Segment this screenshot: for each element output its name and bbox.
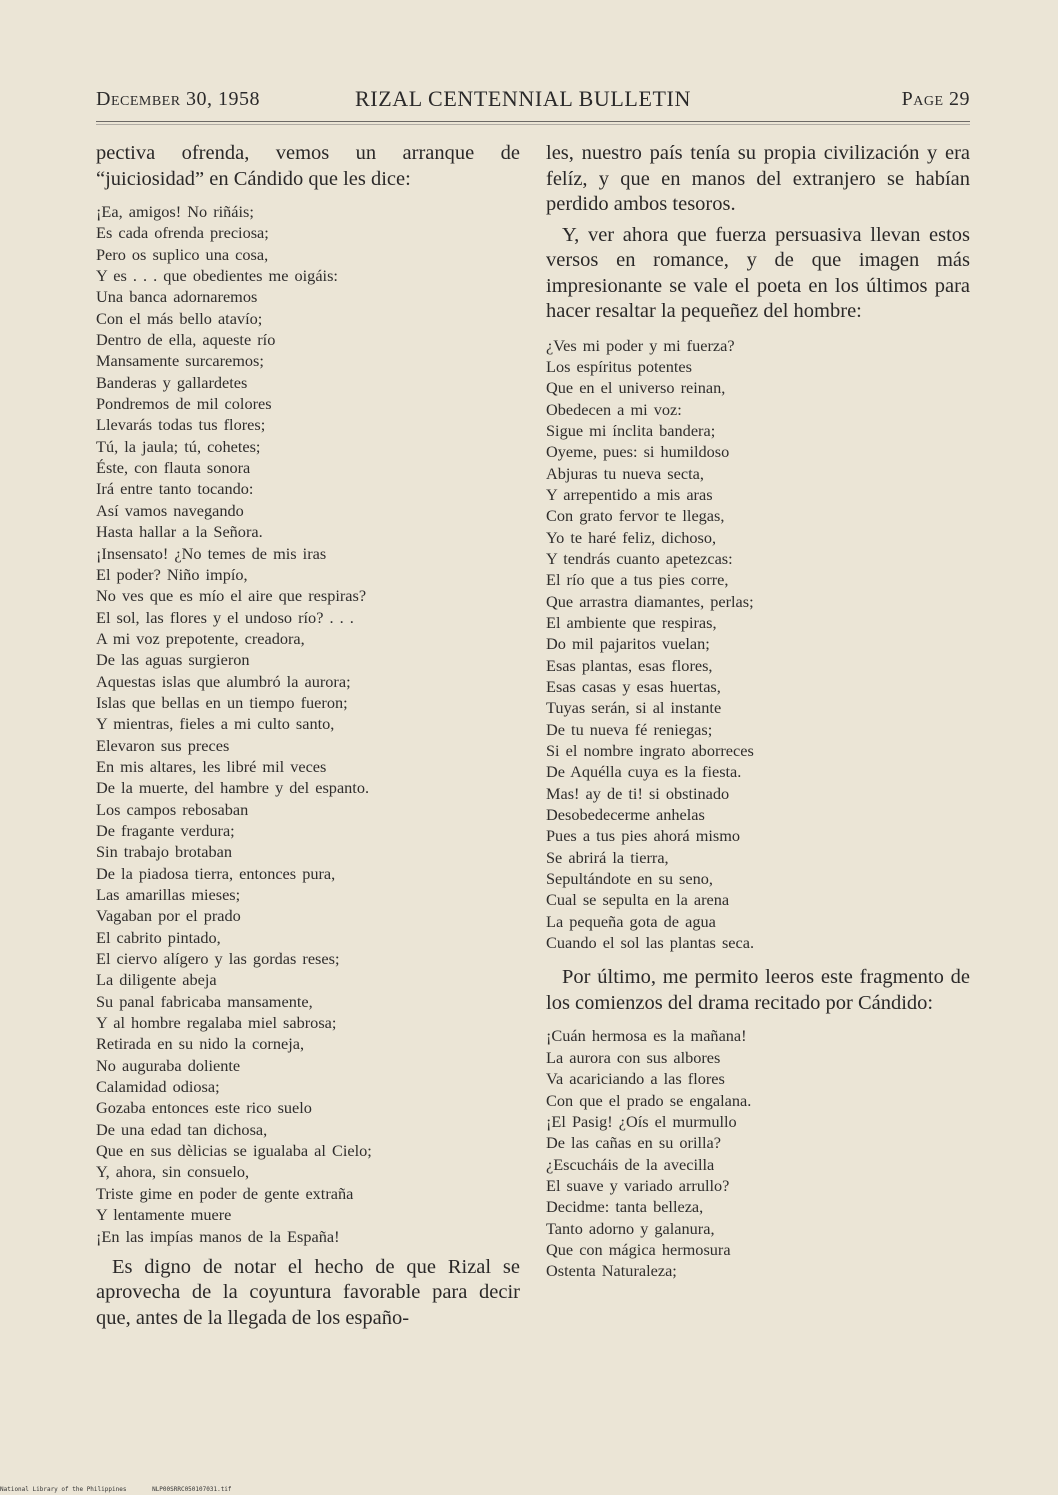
verse-line: Aquestas islas que alumbró la aurora; (96, 671, 351, 691)
verse-line: No ves que es mío el aire que respiras? (96, 586, 367, 606)
verse-line: Cual se sepulta en la arena (546, 890, 730, 910)
verse-line: Y tendrás cuanto apetezcas: (546, 548, 733, 568)
verse-line: El río que a tus pies corre, (546, 570, 729, 590)
verse-line: El sol, las flores y el undoso río? . . . (96, 607, 354, 627)
verse-line: A mi voz prepotente, creadora, (96, 628, 305, 648)
verse-line: Y arrepentido a mis aras (546, 484, 713, 504)
verse-line: Elevaron sus preces (96, 735, 230, 755)
verse-line: Yo te haré feliz, dichoso, (546, 527, 717, 547)
verse-line: Ostenta Naturaleza; (546, 1261, 677, 1281)
verse-line: El ciervo alígero y las gordas reses; (96, 949, 340, 969)
verse-line: ¿Ves mi poder y mi fuerza? (546, 335, 735, 355)
verse-line: La pequeña gota de agua (546, 911, 716, 931)
verse-line: Sin trabajo brotaban (96, 842, 233, 862)
verse-line: De tu nueva fé reniegas; (546, 719, 713, 739)
verse-block (546, 335, 970, 954)
verse-line: Es cada ofrenda preciosa; (96, 223, 269, 243)
verse-line: De Aquélla cuya es la fiesta. (546, 762, 742, 782)
verse-line: No auguraba doliente (96, 1055, 241, 1075)
scan-filename: NLP00SRRC050107031.tif (152, 1486, 232, 1493)
verse-line: Calamidad odiosa; (96, 1077, 220, 1097)
publication-title: RIZAL CENTENNIAL BULLETIN (355, 86, 691, 111)
verse-line: Oyeme, pues: si humildoso (546, 442, 730, 462)
verse-line: Tú, la jaula; tú, cohetes; (96, 436, 261, 456)
verse-line: Se abrirá la tierra, (546, 847, 669, 867)
verse-line: El suave y variado arrullo? (546, 1175, 730, 1195)
verse-line: Cuando el sol las plantas seca. (546, 933, 755, 953)
verse-line: Los espíritus potentes (546, 356, 692, 376)
verse-line: Abjuras tu nueva secta, (546, 463, 704, 483)
library-credit: National Library of the Philippines (0, 1486, 127, 1493)
verse-line: Éste, con flauta sonora (96, 458, 251, 478)
verse-line: Con grato fervor te llegas, (546, 506, 725, 526)
verse-line: Una banca adornaremos (96, 287, 258, 307)
verse-line: En mis altares, les libré mil veces (96, 756, 327, 776)
verse-line: Decidme: tanta belleza, (546, 1197, 704, 1217)
closing-paragraph: Es digno de notar el hecho de que Rizal se aprovecha de la coyuntura favorable para decir que, antes de la llegada de los españo- (96, 1255, 520, 1329)
verse-line: El cabrito pintado, (96, 927, 221, 947)
verse-line: Sigue mi ínclita bandera; (546, 420, 716, 440)
verse-line: La aurora con sus albores (546, 1047, 721, 1067)
verse-line: Con el más bello atavío; (96, 308, 263, 328)
verse-line: Que arrastra diamantes, perlas; (546, 591, 754, 611)
verse-line: Vagaban por el prado (96, 906, 241, 926)
verse-line: ¡Ea, amigos! No riñáis; (96, 202, 254, 221)
verse-line: Con que el prado se engalana. (546, 1090, 752, 1110)
header-rule-secondary (96, 124, 970, 125)
verse-block (96, 201, 520, 1247)
verse-line: La diligente abeja (96, 970, 217, 990)
verse-line: El poder? Niño impío, (96, 564, 248, 584)
verse-line: Que en sus dèlicias se igualaba al Cielo; (96, 1141, 372, 1161)
persuasion-paragraph: Y, ver ahora que fuerza persuasiva llevan estos versos en romance, y de que imagen más impresionante se vale el poeta en los últimos para hacer resaltar la pequeñez del hombre: (546, 223, 970, 322)
verse-block (546, 1025, 970, 1281)
intro-paragraph: pectiva ofrenda, vemos un arranque de “juiciosidad” en Cándido que les dice: (96, 142, 520, 190)
verse-line: Que con mágica hermosura (546, 1239, 731, 1259)
continuation-paragraph: les, nuestro país tenía su propia civilización y era felíz, y que en manos del extranjero se habían perdido ambos tesoros. (546, 142, 970, 215)
left-column (96, 141, 520, 1331)
verse-line: Pondremos de mil colores (96, 394, 272, 414)
issue-date: December 30, 1958 (96, 88, 261, 110)
verse-line: Va acariciando a las flores (546, 1069, 725, 1089)
verse-line: Retirada en su nido la corneja, (96, 1034, 305, 1054)
verse-line: De la piadosa tierra, entonces pura, (96, 863, 336, 883)
verse-line: Esas casas y esas huertas, (546, 677, 721, 696)
verse-line: Mas! ay de ti! si obstinado (546, 783, 730, 803)
running-header (96, 86, 970, 116)
verse-line: De las aguas surgieron (96, 650, 250, 670)
verse-line: De la muerte, del hambre y del espanto. (96, 778, 370, 798)
verse-line: Llevarás todas tus flores; (96, 415, 266, 435)
verse-line: De fragante verdura; (96, 820, 235, 840)
verse-line: Sepultándote en su seno, (546, 869, 713, 889)
verse-line: Mansamente surcaremos; (96, 351, 264, 371)
verse-line: Su panal fabricaba mansamente, (96, 991, 313, 1011)
verse-line: Irá entre tanto tocando: (96, 479, 254, 499)
right-column (546, 141, 970, 1282)
verse-line: Y mientras, fieles a mi culto santo, (96, 714, 335, 734)
scan-footer (0, 1486, 254, 1493)
verse-line: Así vamos navegando (96, 500, 244, 520)
verse-line: Y, ahora, sin consuelo, (96, 1162, 250, 1182)
verse-line: ¡Insensato! ¿No temes de mis iras (96, 543, 327, 563)
verse-line: ¡El Pasig! ¿Oís el murmullo (546, 1111, 737, 1131)
verse-line: De una edad tan dichosa, (96, 1119, 268, 1139)
verse-line: Islas que bellas en un tiempo fueron; (96, 692, 348, 712)
verse-line: Y lentamente muere (96, 1205, 232, 1225)
verse-line: El ambiente que respiras, (546, 612, 717, 632)
verse-line: De las cañas en su orilla? (546, 1133, 722, 1153)
verse-line: Y es . . . que obedientes me oigáis: (96, 266, 338, 286)
final-fragment-paragraph: Por último, me permito leeros este fragmento de los comienzos del drama recitado por Cándido: (546, 966, 970, 1014)
page-number: Page 29 (901, 88, 970, 110)
verse-line: Do mil pajaritos vuelan; (546, 634, 710, 654)
verse-line: Obedecen a mi voz: (546, 399, 682, 419)
verse-line: Los campos rebosaban (96, 799, 249, 819)
verse-line: Desobedecerme anhelas (546, 805, 705, 825)
verse-line: Pero os suplico una cosa, (96, 244, 269, 264)
verse-line: Tuyas serán, si al instante (546, 698, 722, 718)
verse-line: Si el nombre ingrato aborreces (546, 741, 754, 761)
verse-line: Las amarillas mieses; (96, 885, 241, 904)
verse-line: Tanto adorno y galanura, (546, 1218, 715, 1238)
verse-line: ¡En las impías manos de la España! (96, 1226, 340, 1246)
header-rule (96, 121, 970, 122)
verse-line: ¿Escucháis de la avecilla (546, 1154, 715, 1174)
verse-line: Banderas y gallardetes (96, 372, 248, 392)
verse-line: Gozaba entonces este rico suelo (96, 1098, 312, 1118)
verse-line: Pues a tus pies ahorá mismo (546, 826, 741, 846)
verse-line: Hasta hallar a la Señora. (96, 522, 263, 542)
verse-line: Que en el universo reinan, (546, 378, 726, 398)
verse-line: Y al hombre regalaba miel sabrosa; (96, 1013, 337, 1033)
verse-line: Esas plantas, esas flores, (546, 655, 713, 675)
verse-line: Triste gime en poder de gente extraña (96, 1183, 354, 1203)
verse-line: Dentro de ella, aqueste río (96, 330, 276, 350)
verse-line: ¡Cuán hermosa es la mañana! (546, 1026, 747, 1046)
